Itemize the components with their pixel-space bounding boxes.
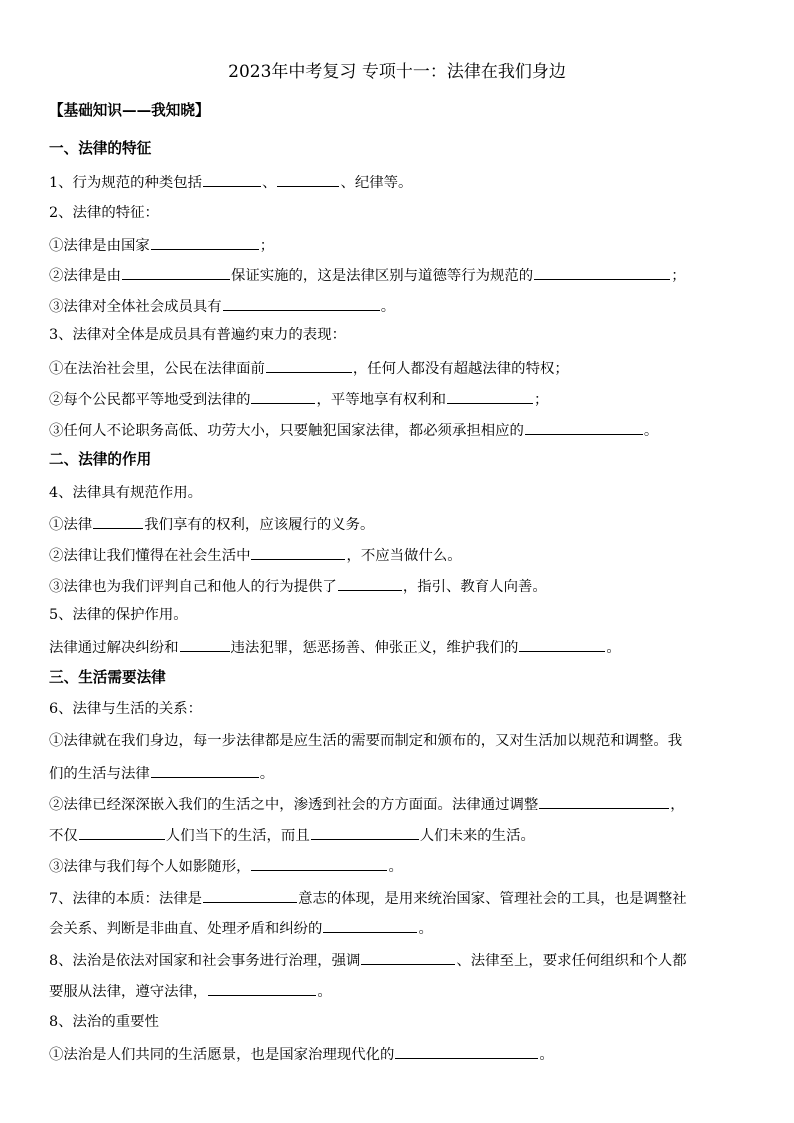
line-text: 8、法治是依法对国家和社会事务进行治理，强调 <box>49 953 361 969</box>
line-text: 4、法律具有规范作用。 <box>49 485 203 501</box>
fill-in-blank <box>251 544 345 560</box>
line-text: 。 <box>539 1047 554 1063</box>
line-text: 我们享有的权利，应该履行的义务。 <box>144 517 375 533</box>
line-text: 一、法律的特征 <box>49 140 152 157</box>
text-line <box>49 605 188 625</box>
line-text: 要服从法律，遵守法律， <box>49 984 208 1000</box>
text-line <box>49 513 374 535</box>
fill-in-blank <box>395 1043 538 1059</box>
line-text: ②法律已经深深嵌入我们的生活之中，渗透到社会的方方面面。法律通过调整 <box>49 797 539 813</box>
text-line <box>49 295 395 317</box>
text-line <box>49 793 685 815</box>
line-text: 8、法治的重要性 <box>49 1014 159 1030</box>
text-line <box>49 544 462 566</box>
fill-in-blank <box>525 419 643 435</box>
fill-in-blank <box>151 234 259 250</box>
line-text: 二、法律的作用 <box>49 451 152 468</box>
line-text: 保证实施的，这是法律区别与道德等行为规范的 <box>230 268 534 284</box>
line-text: ①法律就在我们身边，每一步法律都是应生活的需要而制定和颁布的，又对生活加以规范和调整。我 <box>49 733 683 749</box>
fill-in-blank <box>223 295 380 311</box>
line-text: ③任何人不论职务高低、功劳大小，只要触犯国家法律，都必须承担相应的 <box>49 423 524 439</box>
line-text: 会关系、判断是非曲直、处理矛盾和纠纷的 <box>49 921 323 937</box>
line-text: 2、法律的特征： <box>49 205 159 221</box>
text-line <box>49 917 433 939</box>
text-line <box>49 325 346 345</box>
fill-in-blank <box>180 636 230 652</box>
line-text: 违法犯罪，惩恶扬善、伸张正义，维护我们的 <box>230 640 519 656</box>
text-line <box>49 1012 159 1032</box>
text-line <box>49 949 687 971</box>
text-line <box>49 203 159 223</box>
line-text: 1、行为规范的种类包括 <box>49 175 203 191</box>
line-text: ； <box>671 268 686 284</box>
fill-in-blank <box>323 917 417 933</box>
line-text: ； <box>259 238 275 254</box>
line-text: 们的生活与法律 <box>49 766 150 782</box>
line-text: 法律通过解决纠纷和 <box>49 640 179 656</box>
fill-in-blank <box>266 357 352 373</box>
line-text: ③法律对全体社会成员具有 <box>49 299 222 315</box>
text-line <box>49 699 202 719</box>
line-text: 7、法律的本质：法律是 <box>49 891 203 907</box>
fill-in-blank <box>151 762 259 778</box>
text-line <box>49 483 202 503</box>
text-line <box>49 388 548 410</box>
line-text: 不仅 <box>49 828 78 844</box>
text-line <box>49 824 535 846</box>
fill-in-blank <box>79 824 165 840</box>
text-line <box>49 636 621 658</box>
line-text: 、法律至上，要求任何组织和个人都 <box>456 953 687 969</box>
fill-in-blank <box>251 388 315 404</box>
line-text: 。 <box>643 423 659 439</box>
line-text: ③法律与我们每个人如影随形， <box>49 859 251 875</box>
line-text: 、 <box>262 175 277 191</box>
line-text: 。 <box>380 299 396 315</box>
section-header: 【基础知识——我知晓】 <box>49 102 210 119</box>
line-text: 人们当下的生活，而且 <box>165 828 310 844</box>
text-line <box>49 575 547 597</box>
fill-in-blank <box>361 949 455 965</box>
line-text: ③法律也为我们评判自己和他人的行为提供了 <box>49 579 337 595</box>
line-text: ②每个公民都平等地受到法律的 <box>49 392 251 408</box>
line-text: 。 <box>317 984 332 1000</box>
line-text: 5、法律的保护作用。 <box>49 607 188 623</box>
line-text: ， <box>670 797 685 813</box>
line-text: ①在法治社会里，公民在法律面前 <box>49 361 265 377</box>
fill-in-blank <box>93 513 143 529</box>
line-text: 。 <box>606 640 621 656</box>
fill-in-blank <box>251 855 387 871</box>
line-text: ②法律是由 <box>49 268 121 284</box>
section-heading <box>49 139 151 159</box>
line-text: ，指引、教育人向善。 <box>402 579 547 595</box>
section-heading <box>49 668 166 688</box>
line-text: 3、法律对全体是成员具有普遍约束力的表现： <box>49 327 346 343</box>
line-text: ； <box>534 392 549 408</box>
text-line <box>49 762 274 784</box>
fill-in-blank <box>208 980 316 996</box>
line-text: ①法律是由国家 <box>49 238 150 254</box>
fill-in-blank <box>122 264 230 280</box>
line-text: ，不应当做什么。 <box>346 548 462 564</box>
section-heading <box>49 450 151 470</box>
text-line <box>49 731 682 751</box>
text-line <box>49 171 412 193</box>
fill-in-blank <box>203 171 261 187</box>
text-line <box>49 419 658 441</box>
text-line <box>49 264 686 286</box>
fill-in-blank <box>519 636 605 652</box>
fill-in-blank <box>447 388 533 404</box>
fill-in-blank <box>203 887 297 903</box>
line-text: 。 <box>388 859 403 875</box>
fill-in-blank <box>311 824 419 840</box>
text-line <box>49 357 569 379</box>
text-line <box>49 855 403 877</box>
line-text: ②法律让我们懂得在社会生活中 <box>49 548 251 564</box>
text-line <box>49 980 332 1002</box>
line-text: 意志的体现，是用来统治国家、管理社会的工具，也是调整社 <box>298 891 687 907</box>
fill-in-blank <box>534 264 670 280</box>
text-line <box>49 234 274 256</box>
line-text: ，任何人都没有超越法律的特权； <box>352 361 569 377</box>
page-title: 2023年中考复习 专项十一：法律在我们身边 <box>228 62 566 82</box>
text-line <box>49 1043 554 1065</box>
fill-in-blank <box>277 171 339 187</box>
line-text: ①法律 <box>49 517 93 533</box>
line-text: 6、法律与生活的关系： <box>49 701 203 717</box>
line-text: 。 <box>418 921 433 937</box>
line-text: 三、生活需要法律 <box>49 669 166 686</box>
line-text: ，平等地享有权利和 <box>316 392 447 408</box>
line-text: 。 <box>259 766 275 782</box>
fill-in-blank <box>338 575 402 591</box>
line-text: 人们未来的生活。 <box>419 828 535 844</box>
line-text: 、纪律等。 <box>340 175 413 191</box>
text-line <box>49 887 687 909</box>
fill-in-blank <box>539 793 669 809</box>
line-text: ①法治是人们共同的生活愿景，也是国家治理现代化的 <box>49 1047 395 1063</box>
